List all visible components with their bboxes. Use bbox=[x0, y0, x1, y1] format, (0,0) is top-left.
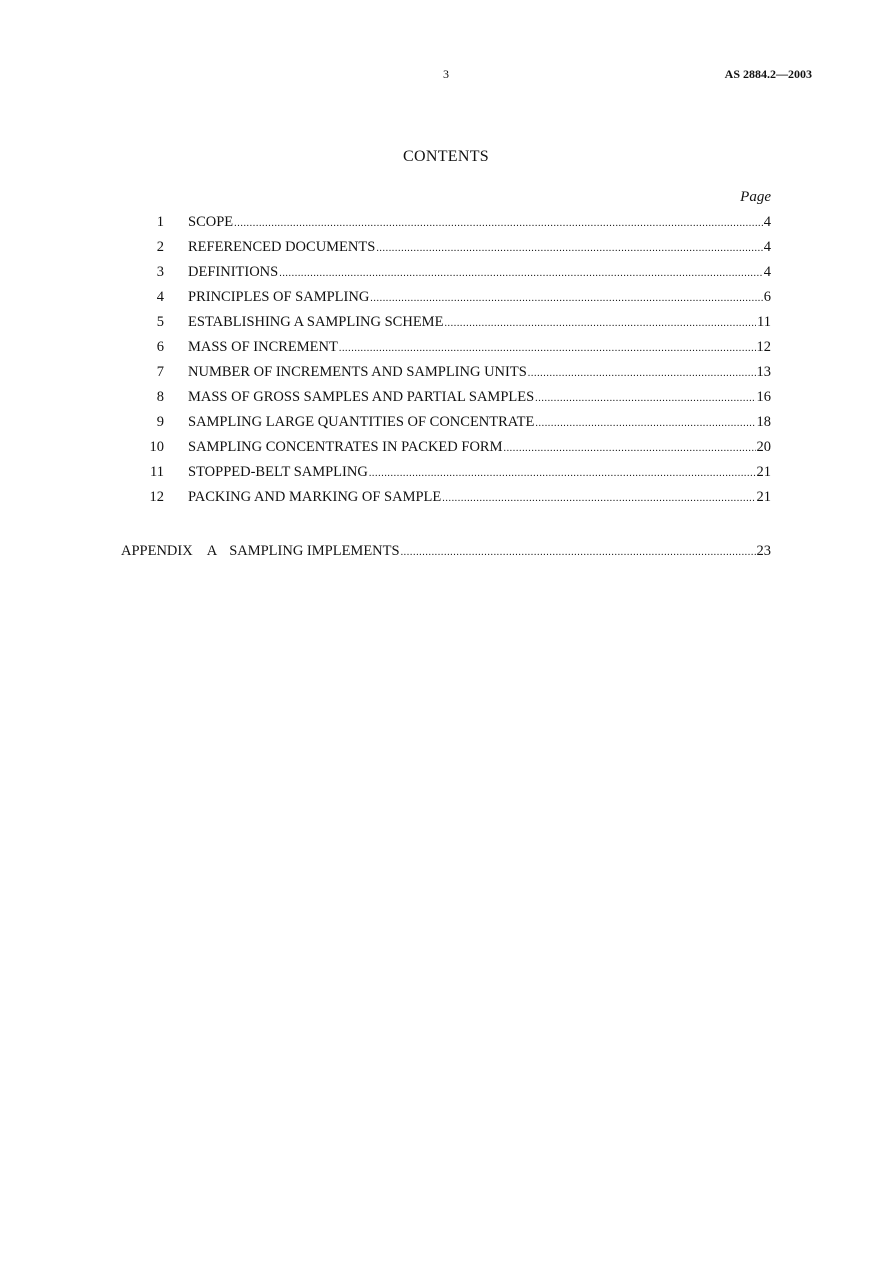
toc-entry-title: PACKING AND MARKING OF SAMPLE bbox=[188, 489, 442, 505]
toc-leader-dots bbox=[339, 339, 756, 359]
toc-entry[interactable] bbox=[0, 237, 892, 262]
toc-entry-title: SAMPLING CONCENTRATES IN PACKED FORM bbox=[188, 439, 503, 455]
toc-entry-page: 11 bbox=[757, 314, 771, 330]
toc-leader-dots bbox=[234, 214, 763, 234]
toc-entry-title: SCOPE bbox=[188, 214, 234, 230]
toc-entry-page: 16 bbox=[756, 389, 771, 405]
toc-entry-number: 2 bbox=[156, 239, 164, 255]
contents-title: CONTENTS bbox=[403, 148, 489, 165]
toc-entry-title: PRINCIPLES OF SAMPLING bbox=[188, 289, 370, 305]
toc-entry-title: MASS OF GROSS SAMPLES AND PARTIAL SAMPLES bbox=[188, 389, 535, 405]
toc-entry-page: 4 bbox=[763, 214, 771, 230]
toc-entry-number: 8 bbox=[156, 389, 164, 405]
toc-leader-dots bbox=[535, 389, 755, 409]
appendix-page: 23 bbox=[756, 543, 771, 559]
toc-entry-page: 4 bbox=[763, 264, 771, 280]
toc-entry-title: NUMBER OF INCREMENTS AND SAMPLING UNITS bbox=[188, 364, 527, 380]
toc-entry-title: ESTABLISHING A SAMPLING SCHEME bbox=[188, 314, 444, 330]
toc-entry-page: 21 bbox=[756, 464, 771, 480]
page-column-heading: Page bbox=[740, 189, 771, 205]
toc-leader-dots bbox=[528, 364, 756, 384]
toc-leader-dots bbox=[535, 414, 755, 434]
toc-entry[interactable] bbox=[0, 312, 892, 337]
toc-leader-dots bbox=[444, 314, 756, 334]
toc-entry[interactable] bbox=[0, 462, 892, 487]
toc-leader-dots bbox=[369, 464, 756, 484]
toc-entry-number: 6 bbox=[156, 339, 164, 355]
toc-entry-title: SAMPLING LARGE QUANTITIES OF CONCENTRATE bbox=[188, 414, 535, 430]
appendix-label: APPENDIX bbox=[121, 543, 193, 559]
toc-entry-title: STOPPED-BELT SAMPLING bbox=[188, 464, 368, 480]
toc-entry-page: 12 bbox=[756, 339, 771, 355]
toc-entry-number: 11 bbox=[150, 464, 164, 480]
toc-entry[interactable] bbox=[0, 262, 892, 287]
toc-entry-title: REFERENCED DOCUMENTS bbox=[188, 239, 376, 255]
toc-entry-page: 20 bbox=[756, 439, 771, 455]
toc-entry[interactable] bbox=[0, 412, 892, 437]
toc-leader-dots bbox=[401, 543, 756, 563]
toc-entry-page: 13 bbox=[756, 364, 771, 380]
page-number: 3 bbox=[443, 67, 449, 81]
toc-entry[interactable] bbox=[0, 337, 892, 362]
toc-entry-title: MASS OF INCREMENT bbox=[188, 339, 338, 355]
toc-entry-page: 18 bbox=[756, 414, 771, 430]
toc-entry-page: 6 bbox=[763, 289, 771, 305]
standard-id: AS 2884.2—2003 bbox=[724, 67, 812, 81]
toc-entry-title: DEFINITIONS bbox=[188, 264, 279, 280]
toc-leader-dots bbox=[376, 239, 762, 259]
toc-leader-dots bbox=[442, 489, 755, 509]
toc-appendix-entry[interactable] bbox=[0, 541, 892, 566]
appendix-letter: A bbox=[206, 543, 218, 559]
toc-entry[interactable] bbox=[0, 437, 892, 462]
toc-entry-number: 7 bbox=[156, 364, 164, 380]
toc-entry[interactable] bbox=[0, 362, 892, 387]
toc-leader-dots bbox=[279, 264, 763, 284]
toc-entry[interactable] bbox=[0, 487, 892, 512]
toc-entry[interactable] bbox=[0, 287, 892, 312]
toc-leader-dots bbox=[370, 289, 762, 309]
toc-leader-dots bbox=[503, 439, 755, 459]
toc-entry-number: 10 bbox=[149, 439, 164, 455]
toc-entry-page: 21 bbox=[756, 489, 771, 505]
toc-entry-number: 9 bbox=[156, 414, 164, 430]
toc-entry-number: 12 bbox=[149, 489, 164, 505]
toc-entry-number: 4 bbox=[156, 289, 164, 305]
appendix-title: SAMPLING IMPLEMENTS bbox=[229, 543, 400, 559]
toc-entry-number: 3 bbox=[156, 264, 164, 280]
toc-entry-number: 5 bbox=[156, 314, 164, 330]
toc-entry[interactable] bbox=[0, 212, 892, 237]
toc-entry[interactable] bbox=[0, 387, 892, 412]
toc-entry-page: 4 bbox=[763, 239, 771, 255]
toc-entry-number: 1 bbox=[156, 214, 164, 230]
